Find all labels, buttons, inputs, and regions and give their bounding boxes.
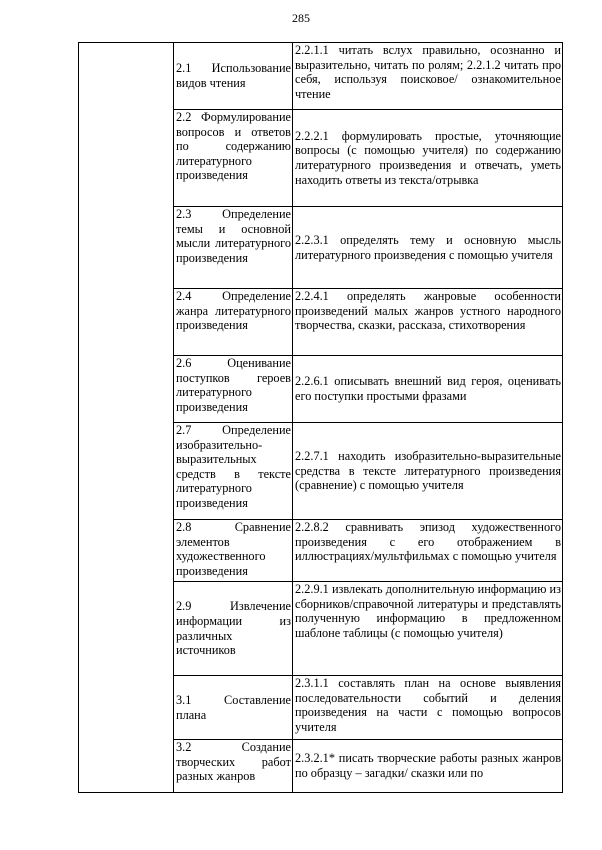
topic-cell: 2.7 Определение изобразительно-выразительных средств в тексте литературного произведения: [174, 423, 293, 520]
outcome-cell: 2.2.6.1 описывать внешний вид героя, оценивать его поступки простыми фразами: [293, 356, 563, 423]
outcome-cell: 2.2.7.1 находить изобразительно-выразительные средства в тексте литературного произведения (сравнение) с помощью учителя: [293, 423, 563, 520]
page-number: 285: [292, 11, 310, 25]
curriculum-table: [78, 42, 563, 793]
outcome-cell: 2.3.2.1* писать творческие работы разных жанров по образцу – загадки/ сказки или по: [293, 740, 563, 793]
topic-cell: 2.8 Сравнение элементов художественного произведения: [174, 520, 293, 582]
outcome-cell: 2.2.1.1 читать вслух правильно, осознанно и выразительно, читать по ролям; 2.2.1.2 читать про себя, используя поисковое/ ознакомительное чтение: [293, 43, 563, 110]
topic-cell: 2.1 Использование видов чтения: [174, 43, 293, 110]
topic-cell: 2.4 Определение жанра литературного произведения: [174, 289, 293, 356]
outcome-cell: 2.2.4.1 определять жанровые особенности произведений малых жанров устного народного творчества, сказки, рассказа, стихотворения: [293, 289, 563, 356]
topic-cell: 2.9 Извлечение информации из различных источников: [174, 582, 293, 676]
table-row: [79, 43, 563, 110]
outcome-cell: 2.2.3.1 определять тему и основную мысль литературного произведения с помощью учителя: [293, 207, 563, 289]
topic-cell: 3.1 Составление плана: [174, 676, 293, 740]
topic-cell: 2.6 Оценивание поступков героев литературного произведения: [174, 356, 293, 423]
section-cell: [79, 43, 174, 793]
outcome-cell: 2.2.2.1 формулировать простые, уточняющие вопросы (с помощью учителя) по содержанию литературного произведения и отвечать, уметь находить ответы из текста/отрывка: [293, 110, 563, 207]
outcome-cell: 2.2.9.1 извлекать дополнительную информацию из сборников/справочной литературы и представлять полученную информацию в предложенном шаблоне таблицы (с помощью учителя): [293, 582, 563, 676]
topic-cell: 3.2 Создание творческих работ разных жанров: [174, 740, 293, 793]
topic-cell: 2.3 Определение темы и основной мысли литературного произведения: [174, 207, 293, 289]
outcome-cell: 2.2.8.2 сравнивать эпизод художественного произведения с его отображением в иллюстрациях/мультфильмах с помощью учителя: [293, 520, 563, 582]
topic-cell: 2.2 Формулирование вопросов и ответов по содержанию литературного произведения: [174, 110, 293, 207]
outcome-cell: 2.3.1.1 составлять план на основе выявления последовательности событий и деления произведения на части с помощью вопросов учителя: [293, 676, 563, 740]
